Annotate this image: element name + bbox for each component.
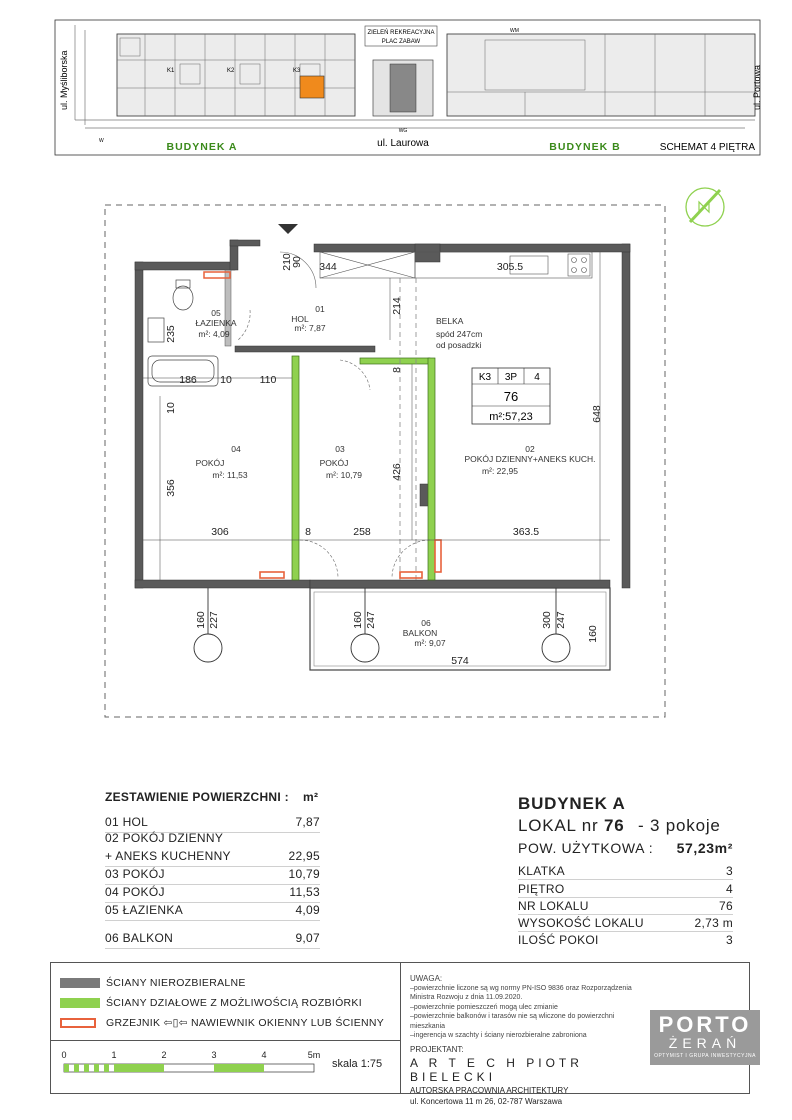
room-04-num: 04 xyxy=(231,444,241,454)
notes-title: UWAGA: xyxy=(410,974,443,983)
dim-305: 305.5 xyxy=(496,261,524,273)
info-row xyxy=(518,931,733,949)
summary-row xyxy=(105,928,320,949)
info-row-label: PIĘTRO xyxy=(518,882,565,896)
stair-k3: K3 xyxy=(293,68,301,74)
wm-label: WM xyxy=(510,28,519,34)
summary-title-text: ZESTAWIENIE POWIERZCHNI : xyxy=(105,790,289,804)
info-row-label: ILOŚĆ POKOI xyxy=(518,933,599,947)
dim-8b: 8 xyxy=(305,526,311,538)
scale-tick: 3 xyxy=(211,1050,217,1060)
designer-firm: AUTORSKA PRACOWNIA ARCHITEKTURY xyxy=(410,1086,569,1095)
room-02-name: POKÓJ DZIENNY+ANEKS KUCH. xyxy=(464,454,596,464)
usable-area xyxy=(518,840,733,856)
north-arrow-icon xyxy=(680,182,730,232)
info-row-value: 4 xyxy=(726,882,733,896)
unit-box-area: m²:57,23 xyxy=(489,411,533,423)
building-b-label: BUDYNEK B xyxy=(549,141,621,153)
porto-zeran-logo xyxy=(650,1010,760,1065)
door-height: 210 xyxy=(281,253,293,271)
scale-tick: 5m xyxy=(307,1050,321,1060)
stair-k2: K2 xyxy=(227,68,235,74)
unit-box-staircase: K3 xyxy=(478,372,492,383)
unit-number: 76 xyxy=(603,816,625,835)
room-05-area: m²: 4,09 xyxy=(198,329,230,339)
unit-box xyxy=(472,368,550,424)
room-05-num: 05 xyxy=(211,308,221,318)
window-1-sill: 227 xyxy=(208,611,220,629)
designer-name: A R T E C H PIOTR BIELECKI xyxy=(410,1056,583,1084)
dim-306: 306 xyxy=(211,526,229,538)
summary-title xyxy=(105,790,319,804)
logo-line3: OPTYMIST I GRUPA INWESTYCYJNA xyxy=(654,1053,756,1059)
window-2-height: 160 xyxy=(352,611,364,629)
dim-648: 648 xyxy=(591,405,603,423)
beam-height: spód 247cm xyxy=(436,329,483,339)
notes-line: –powierzchnie liczone są wg normy PN-ISO 9836 oraz Rozporządzenia xyxy=(410,984,632,992)
window-1-height: 160 xyxy=(195,611,207,629)
info-row-value: 3 xyxy=(726,933,733,947)
beam-note: od posadzki xyxy=(436,340,482,350)
room-06-name: BALKON xyxy=(402,628,438,638)
summary-row-value: 11,53 xyxy=(289,885,320,899)
scale-tick: 4 xyxy=(261,1050,267,1060)
usable-area-value: 57,23m² xyxy=(676,840,733,856)
unit-label: LOKAL nr xyxy=(518,816,599,835)
info-row xyxy=(518,862,733,880)
dim-235: 235 xyxy=(165,325,177,343)
room-01-name: HOL xyxy=(291,314,309,324)
scheme-label: SCHEMAT 4 PIĘTRA xyxy=(659,142,755,153)
info-row-value: 2,73 m xyxy=(694,916,733,930)
unit-box-rooms: 3P xyxy=(504,372,518,383)
dim-186: 186 xyxy=(179,374,197,386)
legend-swatch-partition xyxy=(60,998,100,1008)
footer-divider xyxy=(400,962,401,1094)
info-row xyxy=(518,880,733,898)
summary-unit: m² xyxy=(303,790,319,804)
scale-label: skala 1:75 xyxy=(332,1058,383,1070)
usable-area-label: POW. UŻYTKOWA : xyxy=(518,840,654,856)
legend-label: GRZEJNIK ⇦▯⇦ NAWIEWNIK OKIENNY LUB ŚCIENNY xyxy=(106,1017,385,1029)
street-portowa: ul. Portowa xyxy=(752,64,762,110)
dim-10a: 10 xyxy=(220,374,232,386)
notes xyxy=(410,974,645,1041)
notes-line: –powierzchnie balkonów i tarasów nie są wliczone do powierzchni mieszkania xyxy=(410,1013,615,1030)
room-04-area: m²: 11,53 xyxy=(212,470,248,480)
room-04-name: POKÓJ xyxy=(195,458,225,468)
legend-label: ŚCIANY DZIAŁOWE Z MOŻLIWOŚCIĄ ROZBIÓRKI xyxy=(106,997,362,1009)
dim-110: 110 xyxy=(259,374,277,386)
summary-row-label: 01 HOL xyxy=(105,815,149,829)
info-row xyxy=(518,897,733,915)
summary-row-value: 9,07 xyxy=(295,931,320,945)
dim-363: 363.5 xyxy=(512,526,540,538)
unit-rooms-text: - 3 pokoje xyxy=(638,816,721,835)
window-3-sill: 247 xyxy=(555,611,567,629)
designer-label: PROJEKTANT: xyxy=(410,1045,464,1054)
dim-258: 258 xyxy=(353,526,371,538)
dim-574: 574 xyxy=(451,655,469,667)
summary-row-value: 4,09 xyxy=(295,903,320,917)
window-2-sill: 247 xyxy=(365,611,377,629)
scale-tick: 1 xyxy=(111,1050,117,1060)
info-row-label: NR LOKALU xyxy=(518,899,589,913)
room-05-name: ŁAZIENKA xyxy=(195,318,237,328)
logo-line2: ŻERAŃ xyxy=(668,1035,742,1051)
room-01-num: 01 xyxy=(315,304,325,314)
summary-row-label: 03 POKÓJ xyxy=(105,867,165,881)
dim-214: 214 xyxy=(391,297,403,315)
green-area-label: ZIELEŃ REKREACYJNA xyxy=(367,30,435,36)
dim-344: 344 xyxy=(319,261,337,273)
summary-row-label: 06 BALKON xyxy=(105,931,174,945)
door-width: 90 xyxy=(291,256,303,268)
street-laurowa: ul. Laurowa xyxy=(377,138,429,149)
legend-swatch-wall xyxy=(60,978,100,988)
room-02-area: m²: 22,95 xyxy=(482,466,518,476)
info-row-label: WYSOKOŚĆ LOKALU xyxy=(518,916,644,930)
unit-box-number: 76 xyxy=(503,389,519,404)
room-02-num: 02 xyxy=(525,444,535,454)
room-03-name: POKÓJ xyxy=(319,458,349,468)
unit-box-floor: 4 xyxy=(534,372,540,383)
summary-row-value: 22,95 xyxy=(288,849,320,863)
summary-row-label: 05 ŁAZIENKA xyxy=(105,903,184,917)
beam-label: BELKA xyxy=(436,316,464,326)
info-row-label: KLATKA xyxy=(518,864,565,878)
notes-line: –ingerencja w szachty i ściany nierozbieralne zabroniona xyxy=(410,1032,587,1039)
dim-426: 426 xyxy=(391,463,403,481)
logo-line1: PORTO xyxy=(658,1012,752,1037)
dim-356: 356 xyxy=(165,479,177,497)
building-title: BUDYNEK A xyxy=(518,794,626,813)
legend-label: ŚCIANY NIEROZBIERALNE xyxy=(106,977,246,989)
site-plan xyxy=(55,20,760,160)
window-3-height: 300 xyxy=(541,611,553,629)
info-row xyxy=(518,914,733,932)
dim-160-balcony: 160 xyxy=(587,625,599,643)
w-label: W xyxy=(99,138,104,144)
scale-tick: 0 xyxy=(61,1050,67,1060)
building-a-label: BUDYNEK A xyxy=(166,141,238,153)
room-03-area: m²: 10,79 xyxy=(326,470,362,480)
stair-k1: K1 xyxy=(167,68,175,74)
summary-row-label: 02 POKÓJ DZIENNY xyxy=(105,831,224,845)
room-03-num: 03 xyxy=(335,444,345,454)
floor-plan xyxy=(100,200,670,720)
unit-title xyxy=(518,816,721,836)
wg-label: WG xyxy=(398,128,408,134)
designer-address: ul. Koncertowa 11 m 26, 02-787 Warszawa xyxy=(410,1097,563,1106)
info-row-value: 76 xyxy=(719,899,733,913)
dim-8a: 8 xyxy=(391,367,403,373)
playground-label: PLAC ZABAW xyxy=(381,39,421,45)
scale-tick: 2 xyxy=(161,1050,167,1060)
notes-line: –powierzchnie pomieszczeń mogą ulec zmianie xyxy=(410,1003,558,1011)
legend-swatch-radiator xyxy=(60,1018,96,1028)
dim-10b: 10 xyxy=(165,402,177,414)
notes-line: Ministra Rozwoju z dnia 11.09.2020. xyxy=(410,994,523,1001)
summary-row-label: 04 POKÓJ xyxy=(105,885,165,899)
summary-row xyxy=(105,900,320,921)
room-06-num: 06 xyxy=(421,618,431,628)
summary-row-value: 10,79 xyxy=(288,867,320,881)
scale-divider xyxy=(50,1040,400,1041)
designer xyxy=(410,1045,645,1106)
room-01-area: m²: 7,87 xyxy=(294,323,326,333)
scale-bar xyxy=(58,1048,338,1080)
room-06-area: m²: 9,07 xyxy=(414,638,446,648)
summary-row-label: + ANEKS KUCHENNY xyxy=(105,849,231,863)
info-row-value: 3 xyxy=(726,864,733,878)
street-myśliborska: ul. Myśliborska xyxy=(59,50,69,110)
summary-row-value: 7,87 xyxy=(295,815,320,829)
